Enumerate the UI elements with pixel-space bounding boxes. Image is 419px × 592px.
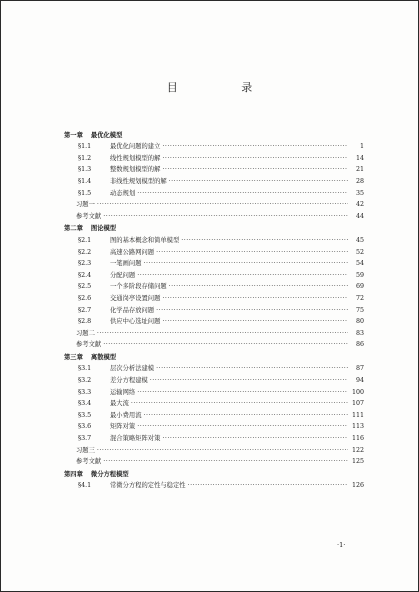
section-title: 混合策略矩阵对策 bbox=[110, 435, 161, 443]
section-title: 最小费用流 bbox=[110, 411, 142, 419]
page-ref: 54 bbox=[355, 260, 364, 268]
page-ref: 1 bbox=[359, 143, 364, 151]
dot-leader bbox=[156, 247, 348, 258]
page-ref: 125 bbox=[351, 458, 364, 466]
references-entry bbox=[64, 339, 364, 351]
chapter-title: 离散模型 bbox=[90, 353, 117, 361]
section-number: §2.2 bbox=[78, 248, 92, 256]
toc-entry bbox=[64, 409, 364, 421]
section-number: §2.5 bbox=[78, 283, 92, 291]
section-title: 层次分析法建模 bbox=[110, 365, 155, 373]
dot-leader bbox=[156, 363, 348, 374]
section-number: §2.6 bbox=[78, 294, 92, 302]
entry-title: 习题三 bbox=[76, 446, 95, 454]
dot-leader bbox=[137, 270, 348, 281]
entry-title: 习题一 bbox=[76, 201, 95, 209]
toc-entry bbox=[64, 141, 364, 153]
section-number: §1.3 bbox=[78, 166, 92, 174]
section-title: 差分方程建模 bbox=[110, 377, 148, 385]
entry-title: 参考文献 bbox=[76, 212, 102, 220]
section-title: 最优化问题的建立 bbox=[110, 143, 161, 151]
section-number: §3.1 bbox=[78, 365, 92, 373]
section-number: §3.7 bbox=[78, 435, 92, 443]
dot-leader bbox=[162, 293, 348, 304]
dot-leader bbox=[156, 305, 348, 316]
dot-leader bbox=[137, 421, 348, 432]
dot-leader bbox=[131, 398, 348, 409]
entry-title: 习题二 bbox=[76, 329, 95, 337]
dot-leader bbox=[137, 188, 348, 199]
exercise-entry bbox=[64, 327, 364, 339]
page-ref: 52 bbox=[355, 248, 364, 256]
page-number: ·1· bbox=[337, 541, 346, 549]
chapter-number: 第一章 bbox=[64, 131, 83, 139]
section-number: §1.4 bbox=[78, 177, 92, 185]
exercise-entry bbox=[64, 199, 364, 211]
page-ref: 75 bbox=[355, 306, 364, 314]
dot-leader bbox=[103, 211, 348, 222]
section-number: §2.4 bbox=[78, 271, 92, 279]
chapter-heading bbox=[64, 467, 364, 480]
page-ref: 116 bbox=[351, 435, 364, 443]
page-ref: 94 bbox=[355, 377, 364, 385]
toc-entry bbox=[64, 258, 364, 270]
section-number: §1.5 bbox=[78, 189, 92, 197]
chapter-number: 第二章 bbox=[64, 225, 83, 233]
dot-leader bbox=[143, 258, 348, 269]
chapter-heading bbox=[64, 350, 364, 363]
dot-leader bbox=[97, 445, 348, 456]
page-ref: 107 bbox=[351, 400, 364, 408]
chapter-title: 最优化模型 bbox=[90, 131, 123, 139]
dot-leader bbox=[162, 141, 348, 152]
entry-title: 参考文献 bbox=[76, 341, 102, 349]
dot-leader bbox=[162, 164, 348, 175]
section-title: 非线性规划模型的解 bbox=[110, 177, 167, 185]
toc-entry bbox=[64, 164, 364, 176]
chapter-title: 微分方程模型 bbox=[90, 470, 129, 478]
toc-entry bbox=[64, 292, 364, 304]
section-title: 线性规划模型的解 bbox=[110, 154, 161, 162]
toc-entry bbox=[64, 246, 364, 258]
page-ref: 122 bbox=[351, 446, 364, 454]
section-title: 交通岗亭设置问题 bbox=[110, 294, 161, 302]
chapter-title: 图论模型 bbox=[90, 225, 117, 233]
toc-entry bbox=[64, 269, 364, 281]
section-number: §3.5 bbox=[78, 411, 92, 419]
page-ref: 87 bbox=[355, 365, 364, 373]
toc-entry bbox=[64, 421, 364, 433]
section-title: 矩阵对策 bbox=[110, 423, 136, 431]
dot-leader bbox=[137, 387, 348, 398]
entry-title: 参考文献 bbox=[76, 458, 102, 466]
toc-entry bbox=[64, 386, 364, 398]
page-ref: 111 bbox=[351, 411, 364, 419]
page-ref: 100 bbox=[351, 388, 364, 396]
section-title: 一个多阶段存储问题 bbox=[110, 283, 167, 291]
toc-entry bbox=[64, 363, 364, 375]
section-number: §2.1 bbox=[78, 236, 92, 244]
dot-leader bbox=[169, 281, 348, 292]
page-title: 目 录 bbox=[166, 81, 283, 94]
page-ref: 59 bbox=[355, 271, 364, 279]
section-title: 化学品存放问题 bbox=[110, 306, 155, 314]
toc-entry bbox=[64, 432, 364, 444]
section-number: §1.1 bbox=[78, 143, 92, 151]
dot-leader bbox=[143, 410, 348, 421]
page-ref: 44 bbox=[355, 212, 364, 220]
page-ref: 21 bbox=[355, 166, 364, 174]
section-title: 分配问题 bbox=[110, 271, 136, 279]
chapter-number: 第四章 bbox=[64, 470, 83, 478]
section-number: §1.2 bbox=[78, 154, 92, 162]
chapter-number: 第三章 bbox=[64, 353, 83, 361]
dot-leader bbox=[97, 328, 348, 339]
section-number: §3.4 bbox=[78, 400, 92, 408]
page-ref: 42 bbox=[355, 201, 364, 209]
chapter-heading bbox=[64, 222, 364, 235]
page-ref: 14 bbox=[355, 154, 364, 162]
section-number: §3.2 bbox=[78, 377, 92, 385]
toc-entry bbox=[64, 480, 364, 492]
dot-leader bbox=[162, 316, 348, 327]
dot-leader bbox=[103, 339, 348, 350]
section-title: 常微分方程的定性与稳定性 bbox=[110, 482, 186, 490]
dot-leader bbox=[188, 480, 348, 491]
section-title: 高速公路网问题 bbox=[110, 248, 155, 256]
page-ref: 72 bbox=[355, 294, 364, 302]
toc-entry bbox=[64, 234, 364, 246]
references-entry bbox=[64, 456, 364, 468]
page-ref: 113 bbox=[351, 423, 364, 431]
dot-leader bbox=[103, 456, 348, 467]
section-title: 动态规划 bbox=[110, 189, 136, 197]
dot-leader bbox=[162, 433, 348, 444]
section-title: 一笔画问题 bbox=[110, 260, 142, 268]
references-entry bbox=[64, 210, 364, 222]
dot-leader bbox=[97, 199, 348, 210]
toc-entry bbox=[64, 374, 364, 386]
page-ref: 28 bbox=[355, 177, 364, 185]
table-of-contents bbox=[64, 128, 364, 491]
chapter-heading bbox=[64, 128, 364, 141]
toc-entry bbox=[64, 152, 364, 164]
section-number: §2.3 bbox=[78, 260, 92, 268]
section-title: 图的基本概念和简单模型 bbox=[110, 236, 180, 244]
toc-entry bbox=[64, 398, 364, 410]
dot-leader bbox=[181, 235, 348, 246]
section-number: §3.3 bbox=[78, 388, 92, 396]
toc-entry bbox=[64, 281, 364, 293]
page-ref: 83 bbox=[355, 329, 364, 337]
section-title: 整数规划模型的解 bbox=[110, 166, 161, 174]
section-number: §4.1 bbox=[78, 482, 92, 490]
section-title: 运输网络 bbox=[110, 388, 136, 396]
exercise-entry bbox=[64, 444, 364, 456]
toc-entry bbox=[64, 175, 364, 187]
toc-entry bbox=[64, 187, 364, 199]
page-ref: 45 bbox=[355, 236, 364, 244]
dot-leader bbox=[162, 153, 348, 164]
page-ref: 126 bbox=[351, 482, 364, 490]
toc-entry bbox=[64, 316, 364, 328]
dot-leader bbox=[169, 176, 348, 187]
page-ref: 35 bbox=[355, 189, 364, 197]
toc-entry bbox=[64, 304, 364, 316]
page-ref: 86 bbox=[355, 341, 364, 349]
section-number: §2.8 bbox=[78, 318, 92, 326]
dot-leader bbox=[150, 375, 348, 386]
section-title: 供应中心选址问题 bbox=[110, 318, 161, 326]
page-ref: 69 bbox=[355, 283, 364, 291]
section-number: §3.6 bbox=[78, 423, 92, 431]
section-title: 最大流 bbox=[110, 400, 129, 408]
page-ref: 80 bbox=[355, 318, 364, 326]
section-number: §2.7 bbox=[78, 306, 92, 314]
